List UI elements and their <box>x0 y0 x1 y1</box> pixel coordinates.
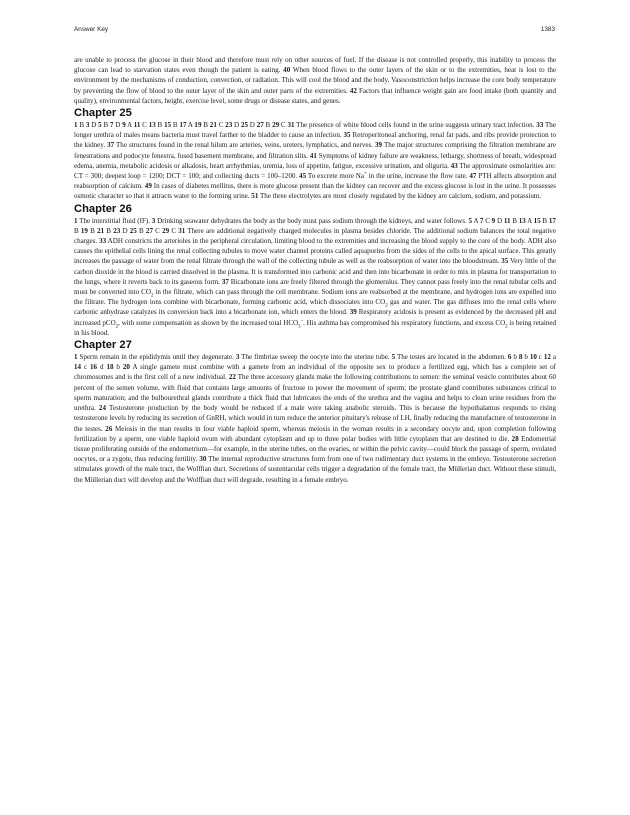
chapter-answers-paragraph <box>74 352 556 485</box>
answer-text: Endometrial tissue proliferating outside of the endometrium—for example, in the uterine tubes, on the ovaries, or within the pelvic cavity—could block the passage of sperm, ovulated oocytes, or a zygote, thus reducing fertility. <box>74 434 556 464</box>
question-number: 27 <box>145 226 153 235</box>
superscript: + <box>364 171 367 177</box>
answer-text: Factors that influence weight gain are food intake (both quantity and quality), environmental factors, height, exercise level, some drugs or disease states, and genes. <box>74 86 556 105</box>
question-number: 6 <box>507 353 512 362</box>
answer-text: in the urine, increase the flow rate. <box>366 172 470 181</box>
question-number: 16 <box>90 363 98 372</box>
question-number: 7 <box>479 216 484 225</box>
question-number: 27 <box>256 121 264 130</box>
answer-text: B <box>201 121 210 130</box>
answer-text: B <box>136 226 146 235</box>
answer-text: . His asthma has compromised his respiratory functions, and excess CO <box>303 318 506 327</box>
question-number: 3 <box>85 121 90 130</box>
question-number: 19 <box>194 121 202 130</box>
question-number: 9 <box>491 216 496 225</box>
question-number: 18 <box>106 363 114 372</box>
question-number: 24 <box>98 404 106 413</box>
answer-text: C <box>169 226 179 235</box>
answer-text: The longer urethra of males means bacteria must travel farther to the bladder to cause an infection. <box>74 121 556 140</box>
question-number: 45 <box>299 172 307 181</box>
question-number: 31 <box>287 121 295 130</box>
question-number: 5 <box>98 121 102 130</box>
question-number: 10 <box>529 353 537 362</box>
question-number: 23 <box>225 121 233 130</box>
question-number: 5 <box>391 353 396 362</box>
answer-text: The interstitial fluid (IF). <box>77 216 152 225</box>
answer-text: C <box>483 216 492 225</box>
question-number: 3 <box>235 353 240 362</box>
answer-text: When blood flows to the outer layers of the skin or to the extremities, heat is lost to the environment by the mechanisms of conduction, convection, or radiation. This will cool the blood and the body. Vasoconstriction helps increase the core body temperature by preventing the flow of blood to the outer layer of the skin and outer parts of the extremities. <box>74 66 557 95</box>
question-number: 21 <box>209 121 217 130</box>
question-number: 14 <box>74 363 82 372</box>
answer-text: a <box>550 353 557 362</box>
answer-text: b <box>522 353 530 362</box>
answer-text: D <box>232 121 241 130</box>
question-number: 5 <box>468 216 473 225</box>
question-number: 19 <box>80 226 88 235</box>
question-number: 15 <box>164 121 172 130</box>
chapter-answers-paragraph <box>74 120 556 202</box>
answer-text: D <box>247 121 257 130</box>
answer-text: D <box>495 216 504 225</box>
question-number: 8 <box>518 353 523 362</box>
answer-text: C <box>152 226 163 235</box>
subscript: 2 <box>150 293 154 299</box>
answer-text: The three accessory glands make the following contributions to semen: the seminal vesicle contributes about 60 percent of the semen volume, with fluid that contains large amounts of fructose to power the movement of sperm; the prostate gland contributes substances critical to sperm maturation; and the bulbourethral glands contribute a thick fluid that lubricates the ends of the urethra and the vagina and helps to clean urine residues from the urethra. <box>74 373 557 413</box>
subscript: 2 <box>385 303 388 309</box>
answer-text: B <box>171 121 180 130</box>
answer-text: PTH affects absorption and reabsorption of calcium. <box>74 172 557 191</box>
answer-text: b <box>511 353 519 362</box>
answer-text: in the filtrate, which can pass through the cell membrane. Sodium ions are reabsorbed at the membrane, and hydrogen ions are expelled into the filtrate. The hydrogen ions combine with bicarbonate, forming carbonic acid, which dissociates into CO <box>74 288 556 307</box>
question-number: 13 <box>518 216 526 225</box>
question-number: 13 <box>148 121 156 130</box>
answer-text: C <box>216 121 226 130</box>
question-number: 33 <box>99 237 107 246</box>
question-number: 37 <box>107 141 115 150</box>
answer-text: Respiratory acidosis is present as evidenced by the decreased pH and increased pCO <box>74 308 556 327</box>
answer-text: , with some compensation as shown by the increased total HCO <box>118 318 299 327</box>
subscript: 3 <box>298 324 301 330</box>
answer-text: Sperm remain in the epididymis until they degenerate. <box>77 353 236 362</box>
question-number: 39 <box>375 141 383 150</box>
answer-text: Retroperitoneal anchoring, renal fat pads, and ribs provide protection to the kidney. <box>74 131 557 150</box>
question-number: 30 <box>199 455 207 464</box>
question-number: 35 <box>343 131 351 140</box>
question-number: 26 <box>105 424 113 433</box>
answer-text: The fimbriae sweep the oocyte into the uterine tube. <box>239 353 392 362</box>
answer-text: B <box>263 121 273 130</box>
chapter-answers-paragraph <box>74 216 556 338</box>
question-number: 3 <box>151 216 156 225</box>
chapter-heading: Chapter 27 <box>74 339 132 352</box>
answer-text: The major structures comprising the filtration membrane are fenestrations and podocyte fenestra, fused basement membrane, and filtration slits. <box>74 141 557 160</box>
question-number: 28 <box>511 434 519 443</box>
intro-paragraph <box>74 55 556 106</box>
question-number: 22 <box>228 373 236 382</box>
page-number: 1383 <box>540 26 555 33</box>
question-number: 43 <box>450 161 458 170</box>
question-number: 31 <box>178 226 186 235</box>
question-number: 11 <box>503 216 511 225</box>
answer-text: The three electrolytes are most closely regulated by the kidney are calcium, sodium, and potassium. <box>258 192 542 201</box>
answer-text: D <box>89 121 99 130</box>
answer-text: To excrete more Na <box>306 172 365 181</box>
answer-text: B <box>77 121 86 130</box>
answer-text: There are additional negatively charged molecules in plasma besides chloride. The additional sodium balances the total negative charges. <box>74 226 556 246</box>
answer-text: A <box>125 121 134 130</box>
answer-text: B <box>101 121 110 130</box>
answer-text: The structures found in the renal hilum are arteries, veins, ureters, lymphatics, and nerves. <box>114 141 376 150</box>
running-header-title: Answer Key <box>74 26 109 33</box>
question-number: 37 <box>221 277 229 286</box>
answer-text: Symptoms of kidney failure are weakness, lethargy, shortness of breath, widespread edema, anemia, metabolic acidosis or alkalosis, heart arrhythmias, uremia, loss of appetite, fatigue, excessive urination, and oliguria. <box>74 151 556 170</box>
chapter-heading: Chapter 26 <box>74 202 132 215</box>
answer-text: In cases of diabetes mellitus, there is more glucose present than the kidney can recover and the excess glucose is lost in the urine. It possesses osmotic character so that it attracts water to the forming urine. <box>74 182 556 201</box>
answer-text: D <box>120 226 130 235</box>
question-number: 15 <box>533 216 541 225</box>
answer-text: A <box>525 216 534 225</box>
answer-text: d <box>97 363 107 372</box>
question-number: 35 <box>501 257 509 266</box>
question-number: 47 <box>469 172 477 181</box>
question-number: 9 <box>122 121 126 130</box>
answer-text: is being retained in his blood. <box>74 318 556 337</box>
answer-text: The internal reproductive structures form from one of two rudimentary duct systems in the embryo. Testosterone secretion stimulates growth of the male tract, the Wolffian duct. Secretions of sustentacular cells trigger a degradation of the female tract, the Müllerian duct. Without these stimuli, the Müllerian duct will develop and the Wolffian duct will degrade, resulting in a female embryo. <box>74 455 556 484</box>
question-number: 17 <box>179 121 187 130</box>
chapter-heading: Chapter 25 <box>74 107 132 120</box>
answer-text: c <box>81 363 91 372</box>
answer-text: Bicarbonate ions are freely filtered through the glomerulus. They cannot pass freely into the renal tubular cells and must be converted into CO <box>74 277 556 297</box>
question-number: 17 <box>548 216 556 225</box>
answer-text: C <box>279 121 288 130</box>
answer-text: The approximate osmolarities are: CT = 300; deepest loop = 1200; DCT = 100; and collecting ducts = 100–1200. <box>74 161 556 181</box>
answer-text: B <box>104 226 114 235</box>
answer-text: B <box>155 121 165 130</box>
question-number: 29 <box>272 121 280 130</box>
question-number: 23 <box>113 226 121 235</box>
question-number: 7 <box>109 121 114 130</box>
answer-text: A <box>186 121 195 130</box>
answer-text: Testosterone production by the body would be reduced if a male were taking anabolic steroids. This is because the hypothalamus responds to rising testosterone levels by reducing its secretion of GnRH, which would in turn reduce the anterior pituitary's release of LH, finally reducing the manufacture of testosterone in the testes. <box>74 404 556 433</box>
answer-text: D <box>113 121 123 130</box>
question-number: 41 <box>309 151 317 160</box>
question-number: 1 <box>74 216 78 225</box>
answer-text: A <box>472 216 480 225</box>
question-number: 12 <box>543 353 551 362</box>
answer-text: B <box>74 226 81 235</box>
question-number: 33 <box>536 121 544 130</box>
answer-text: Drinking seawater dehydrates the body as the body must pass sodium through the kidneys, and water follows. <box>155 216 469 225</box>
question-number: 51 <box>251 192 259 201</box>
answer-text: Meiosis in the man results in four viable haploid sperm, whereas meiosis in the woman results in a secondary oocyte and, upon completion following fertilization by a sperm, one viable haploid ovum with abundant cytoplasm and up to three polar bodies with little cytoplasm that are destined to die. <box>74 424 556 443</box>
answer-text: are unable to process the glucose in their blood and therefore must rely on other sources of fuel. If the disease is not controlled properly, this inability to process the glucose can lead to starvation states even though the patient is eating. <box>74 56 556 75</box>
answer-text: b <box>113 363 123 372</box>
answer-text: B <box>540 216 549 225</box>
question-number: 1 <box>74 353 78 362</box>
answer-text: B <box>510 216 519 225</box>
answer-text: The presence of white blood cells found in the urine suggests urinary tract infection. <box>294 121 537 130</box>
question-number: 20 <box>122 363 130 372</box>
question-number: 11 <box>133 121 141 130</box>
answer-text: B <box>87 226 98 235</box>
answer-text: The testes are located in the abdomen. <box>395 353 508 362</box>
question-number: 25 <box>129 226 137 235</box>
question-number: 21 <box>97 226 105 235</box>
question-number: 29 <box>162 226 170 235</box>
superscript: – <box>300 318 304 324</box>
question-number: 40 <box>283 66 291 75</box>
answer-text: c <box>536 353 544 362</box>
answer-text: Very little of the carbon dioxide in the blood is carried dissolved in the plasma. It is transformed into carbonic acid and then into bicarbonate in order to mix in plasma for transportation to the lungs, where it reverts back to its gaseous form. <box>74 257 557 286</box>
answer-text: ADH constricts the arterioles in the peripheral circulation, limiting blood to the extremities and increasing the blood supply to the core of the body. ADH also causes the epithelial cells lining the renal collecting tubules to move water channel proteins called aquaporins from the sides of the cells to the apical surface. This greatly increases the passage of water from the renal filtrate through the wall of the collecting tubule as well as the reabsorption of water into the bloodstream. <box>74 237 556 266</box>
answer-text: C <box>140 121 149 130</box>
answer-text: gas and water. The gas diffuses into the renal cells where carbonic anhydrase catalyzes its conversion back into a bicarbonate ion, which enters the blood. <box>74 298 556 317</box>
answer-key-body <box>74 55 556 485</box>
question-number: 49 <box>144 182 152 191</box>
question-number: 39 <box>349 308 357 317</box>
subscript: 2 <box>505 324 508 330</box>
question-number: 42 <box>349 86 357 95</box>
question-number: 1 <box>74 121 78 130</box>
question-number: 25 <box>240 121 248 130</box>
subscript: 2 <box>115 324 119 330</box>
answer-text: A single gamete must combine with a gamete from an individual of the opposite sex to produce a fertilized egg, which has a complete set of chromosomes and is the first cell of a new individual. <box>74 363 557 382</box>
